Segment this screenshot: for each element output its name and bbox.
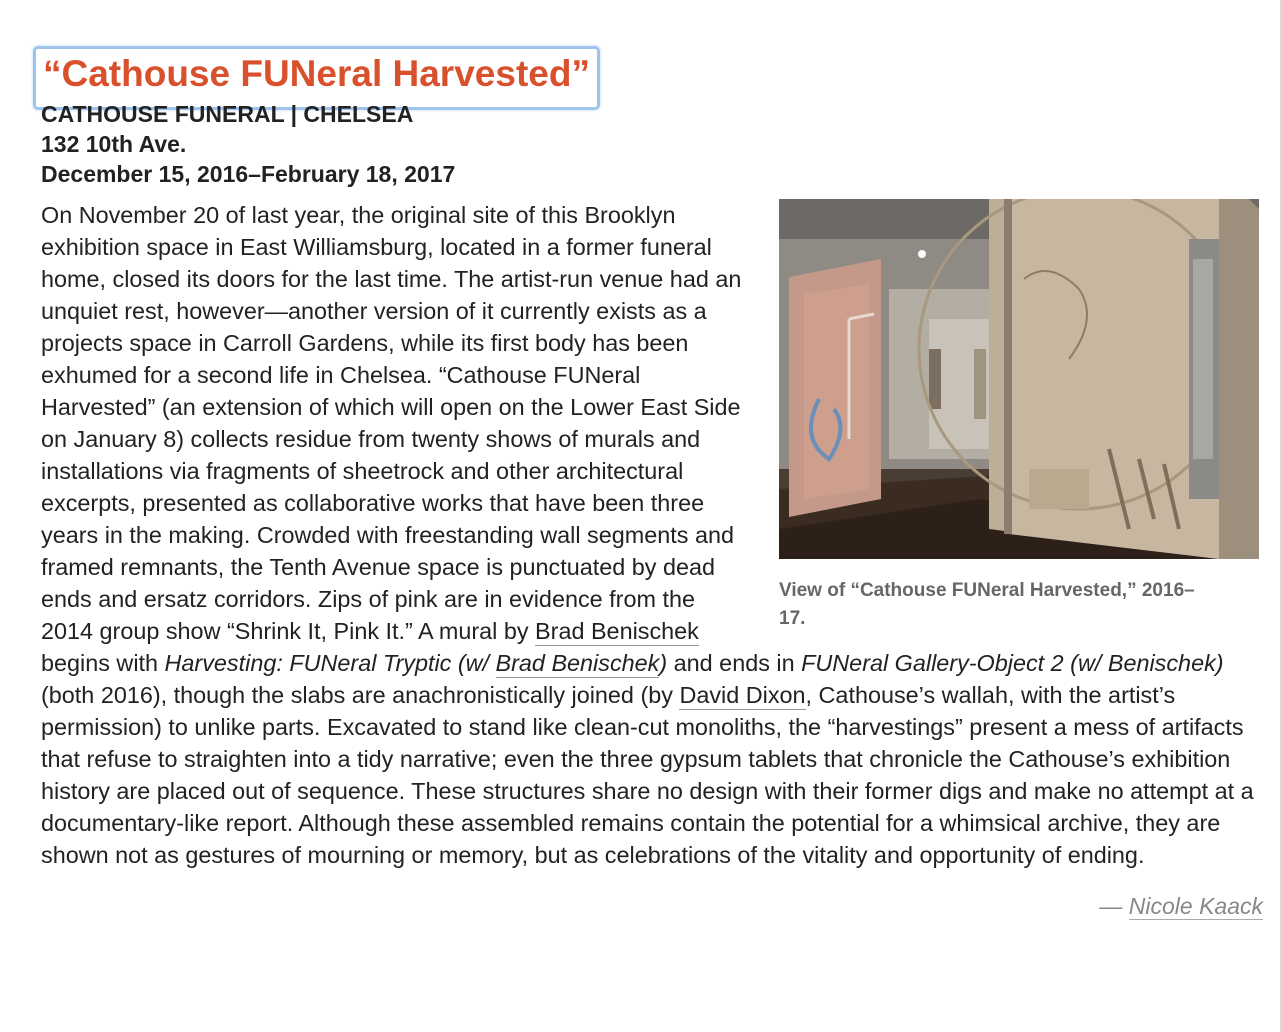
artist-link-brad-benischek-2[interactable]: Brad Benischek — [495, 650, 660, 676]
article — [41, 46, 1263, 920]
work-title-1-start: Harvesting: FUNeral Tryptic (w/ — [164, 650, 496, 676]
article-title[interactable]: “Cathouse FUNeral Harvested” — [43, 53, 590, 94]
signature-dash: — — [1099, 893, 1129, 919]
body-text-5: , Cathouse’s wallah, with the artist’s permission) to unlike parts. Excavated to stand like clean-cut monoliths, the “harvestings” present a mess of artifacts that refuse to straighten into a tidy narrative; even the three gypsum tablets that chronicle the Cathouse’s exhibition history are placed out of sequence. These structures share no design with their former digs and make no attempt at a documentary-like report. Although these assembled remains contain the potential for a whimsical archive, they are shown not as gestures of mourning or memory, but as celebrations of the vitality and opportunity of ending. — [41, 682, 1254, 868]
figure-caption: View of “Cathouse FUNeral Harvested,” 2016–17. — [779, 580, 1195, 629]
body-text-1: On November 20 of last year, the original site of this Brooklyn exhibition space in East Williamsburg, located in a former funeral home, closed its doors for the last time. The artist-run venue had an unquiet rest, however—another version of it currently exists as a projects space in Carroll Gardens, while its first body has been exhumed for a second life in Chelsea. “Cathouse FUNeral Harvested” (an extension of which will open on the Lower East Side on January 8) collects residue from twenty shows of murals and installations via fragments of sheetrock and other architectural excerpts, presented as collaborative works that have been three years in the making. Crowded with freestanding wall segments and framed remnants, the Tenth Avenue space is punctuated by dead ends and ersatz corridors. Zips of pink are in evidence from the 2014 group show “Shrink It, Pink It.” A mural by — [41, 202, 742, 644]
dates-line: December 15, 2016–February 18, 2017 — [41, 161, 456, 187]
venue-line: CATHOUSE FUNERAL | CHELSEA — [41, 101, 414, 127]
exhibition-photo[interactable] — [779, 199, 1259, 559]
work-title-1-end: ) — [659, 650, 668, 676]
work-title-2: FUNeral Gallery-Object 2 (w/ Benischek) — [801, 650, 1224, 676]
body-text-3: and ends in — [667, 650, 802, 676]
artist-link-brad-benischek[interactable]: Brad Benischek — [535, 618, 699, 644]
address-line: 132 10th Ave. — [41, 131, 187, 157]
figure — [779, 199, 1259, 633]
body-text-2: begins with — [41, 650, 165, 676]
gallery-view-image — [779, 199, 1259, 559]
artist-link-david-dixon[interactable]: David Dixon — [679, 682, 806, 708]
body-text-4: (both 2016), though the slabs are anachronistically joined (by — [41, 682, 680, 708]
author-signature — [41, 893, 1263, 920]
article-body — [41, 199, 1263, 920]
exhibition-meta — [41, 99, 1263, 189]
author-link[interactable]: Nicole Kaack — [1128, 893, 1263, 919]
